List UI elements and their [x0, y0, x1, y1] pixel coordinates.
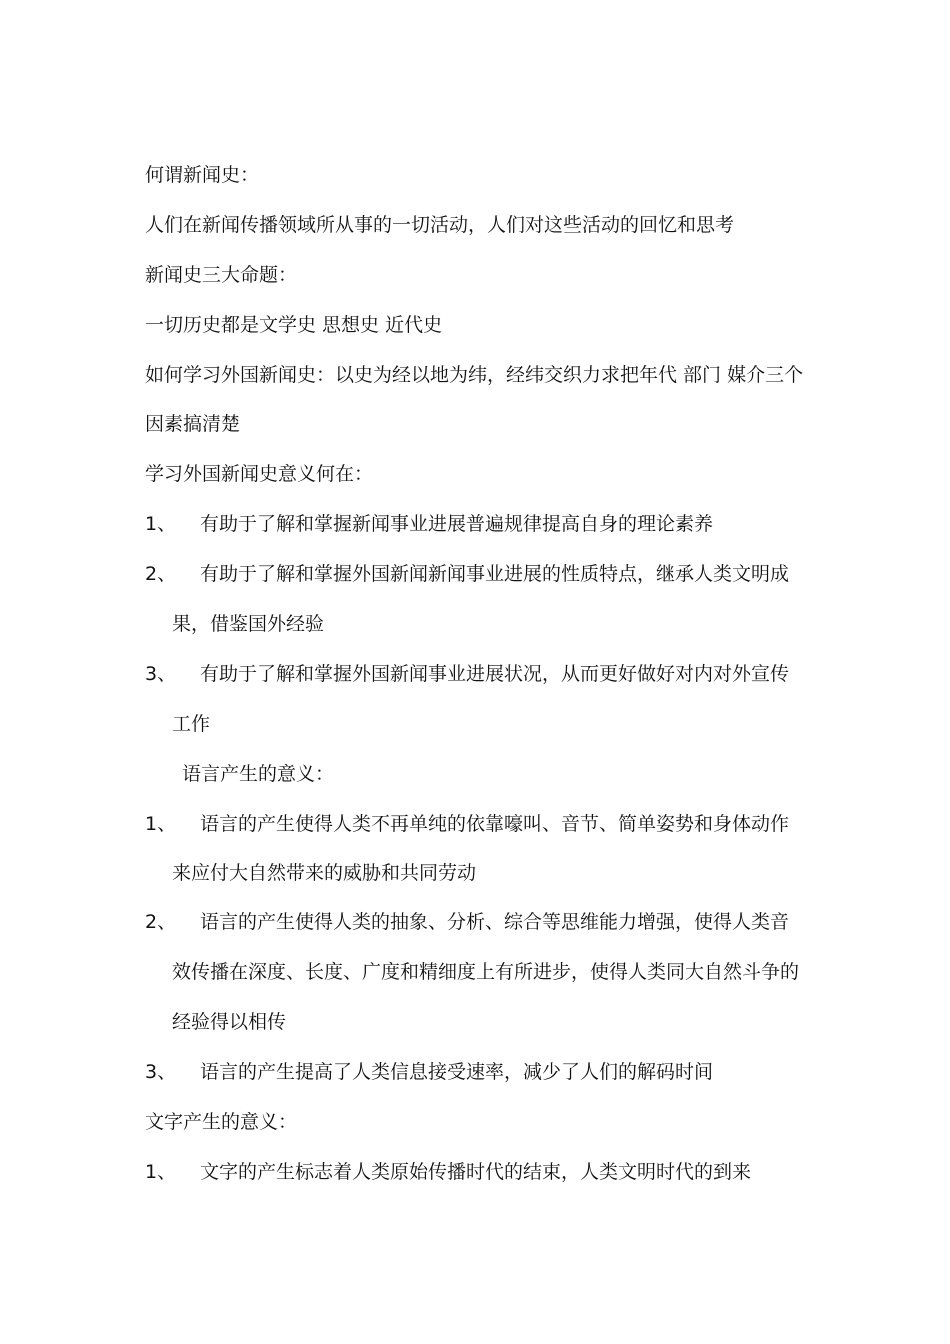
- list-item-number: 1、: [145, 513, 177, 535]
- list-item-text: 语言的产生使得人类不再单纯的依靠嚎叫、音节、简单姿势和身体动作: [200, 813, 790, 835]
- list-item-text: 语言的产生提高了人类信息接受速率，减少了人们的解码时间: [200, 1061, 714, 1083]
- heading-what-is-news-history: 何谓新闻史：: [145, 164, 260, 186]
- heading-three-propositions: 新闻史三大命题：: [145, 264, 298, 286]
- list-item-text-continued: 果，借鉴国外经验: [172, 613, 325, 635]
- list-item-number: 3、: [145, 663, 177, 685]
- how-to-study-line-1: 如何学习外国新闻史：以史为经以地为纬，经纬交织力求把年代 部门 媒介三个: [145, 364, 804, 386]
- list-item-text-continued: 效传播在深度、长度、广度和精细度上有所进步，使得人类同大自然斗争的: [172, 961, 800, 983]
- list-item-number: 2、: [145, 563, 177, 585]
- list-item-text: 有助于了解和掌握新闻事业进展普遍规律提高自身的理论素养: [200, 513, 714, 535]
- heading-language-significance: 语言产生的意义：: [182, 763, 335, 785]
- definition-text: 人们在新闻传播领域所从事的一切活动，人们对这些活动的回忆和思考: [145, 214, 735, 236]
- how-to-study-line-2: 因素搞清楚: [145, 413, 241, 435]
- list-item-text-continued: 来应付大自然带来的威胁和共同劳动: [172, 862, 477, 884]
- three-propositions-text: 一切历史都是文学史 思想史 近代史: [145, 314, 443, 336]
- heading-writing-significance: 文字产生的意义：: [145, 1111, 298, 1133]
- list-item-number: 1、: [145, 1161, 177, 1183]
- list-item-text: 语言的产生使得人类的抽象、分析、综合等思维能力增强，使得人类音: [200, 911, 790, 933]
- list-item-number: 2、: [145, 911, 177, 933]
- list-item-number: 1、: [145, 813, 177, 835]
- list-item-text: 文字的产生标志着人类原始传播时代的结束，人类文明时代的到来: [200, 1161, 752, 1183]
- heading-significance: 学习外国新闻史意义何在：: [145, 463, 374, 485]
- list-item-text: 有助于了解和掌握外国新闻新闻事业进展的性质特点，继承人类文明成: [200, 563, 790, 585]
- list-item-text-continued: 经验得以相传: [172, 1011, 287, 1033]
- list-item-text-continued: 工作: [172, 713, 211, 735]
- list-item-number: 3、: [145, 1061, 177, 1083]
- list-item-text: 有助于了解和掌握外国新闻事业进展状况，从而更好做好对内对外宣传: [200, 663, 790, 685]
